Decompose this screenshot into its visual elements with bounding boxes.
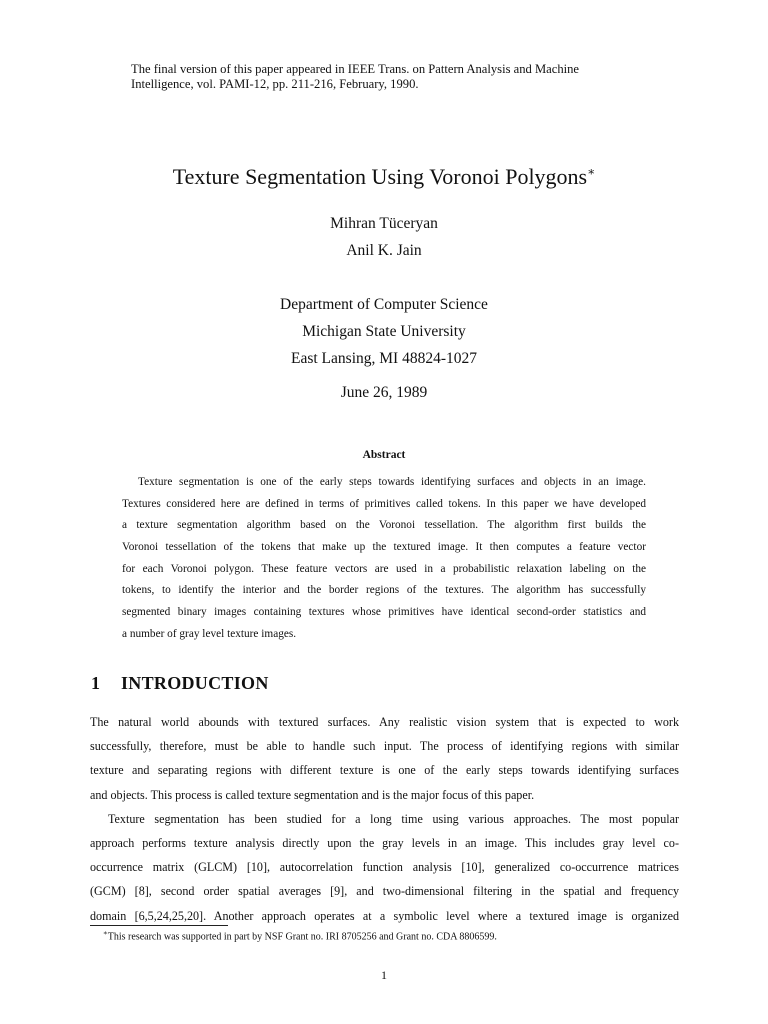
- body-line: occurrence matrix (GLCM) [10], autocorrelation function analysis [10], generalized co-occurrence matrices: [90, 860, 679, 875]
- footnote: [103, 929, 497, 942]
- abstract-line: segmented binary images containing textures whose primitives have identical second-order statistics and: [122, 606, 646, 619]
- body-line: texture and separating regions with different texture is one of the early steps towards identifying surfaces: [90, 763, 679, 778]
- author-1: Mihran Tüceryan: [330, 215, 438, 232]
- body-line: successfully, therefore, must be able to handle such input. The process of identifying regions with similar: [90, 739, 679, 754]
- affiliation-address: East Lansing, MI 48824-1027: [291, 350, 477, 367]
- paper-title-text: Texture Segmentation Using Voronoi Polygons: [172, 164, 588, 189]
- section-title: INTRODUCTION: [121, 673, 269, 693]
- abstract-line: Texture segmentation is one of the early steps towards identifying surfaces and objects in an image.: [138, 476, 646, 488]
- section-number: 1: [91, 673, 101, 693]
- abstract-line: tokens, to identify the interior and the border regions of the textures. The algorithm has successfully: [122, 584, 646, 597]
- paper-title: [0, 163, 768, 191]
- publication-note-line: The final version of this paper appeared in IEEE Trans. on Pattern Analysis and Machine: [131, 62, 580, 76]
- body-line: (GCM) [8], second order spatial averages [9], and two-dimensional filtering in the spatial and frequency: [90, 884, 679, 899]
- body-line: The natural world abounds with textured surfaces. Any realistic vision system that is expected to work: [90, 715, 679, 729]
- section-heading: [91, 673, 269, 694]
- page-number: 1: [381, 968, 387, 982]
- footnote-text: This research was supported in part by NSF Grant no. IRI 8705256 and Grant no. CDA 8806599.: [107, 931, 497, 943]
- affiliation-department: Department of Computer Science: [280, 296, 488, 313]
- abstract-line: for each Voronoi polygon. These feature vectors are used in a probabilistic relaxation labeling on the: [122, 562, 646, 575]
- abstract-line: a texture segmentation algorithm based on the Voronoi tessellation. The algorithm first builds the: [122, 519, 646, 532]
- footnote-divider: [90, 925, 228, 926]
- introduction-body: [90, 710, 679, 928]
- abstract-line: a number of gray level texture images.: [122, 627, 297, 640]
- author-2: Anil K. Jain: [346, 242, 422, 259]
- abstract-line: Textures considered here are defined in terms of primitives called tokens. In this paper we have developed: [122, 497, 646, 510]
- abstract-line: Voronoi tessellation of the tokens that make up the textured image. It then computes a feature vector: [122, 541, 646, 554]
- publication-note-line: Intelligence, vol. PAMI-12, pp. 211-216, February, 1990.: [131, 77, 419, 91]
- footnote-marker: ∗: [103, 929, 108, 937]
- title-footnote-marker: ∗: [587, 164, 596, 179]
- body-line: approach performs texture analysis directly upon the gray levels in an image. This includes gray level co-: [90, 835, 679, 850]
- body-line: Texture segmentation has been studied for a long time using various approaches. The most popular: [108, 811, 679, 826]
- body-line: and objects. This process is called texture segmentation and is the major focus of this paper.: [90, 787, 535, 802]
- paper-date: June 26, 1989: [340, 384, 428, 401]
- abstract-body: [122, 472, 646, 646]
- body-line: domain [6,5,24,25,20]. Another approach operates at a symbolic level where a textured image is organized: [90, 908, 679, 923]
- publication-note: [131, 62, 691, 92]
- affiliation-university: Michigan State University: [302, 323, 466, 340]
- abstract-heading: Abstract: [362, 449, 406, 461]
